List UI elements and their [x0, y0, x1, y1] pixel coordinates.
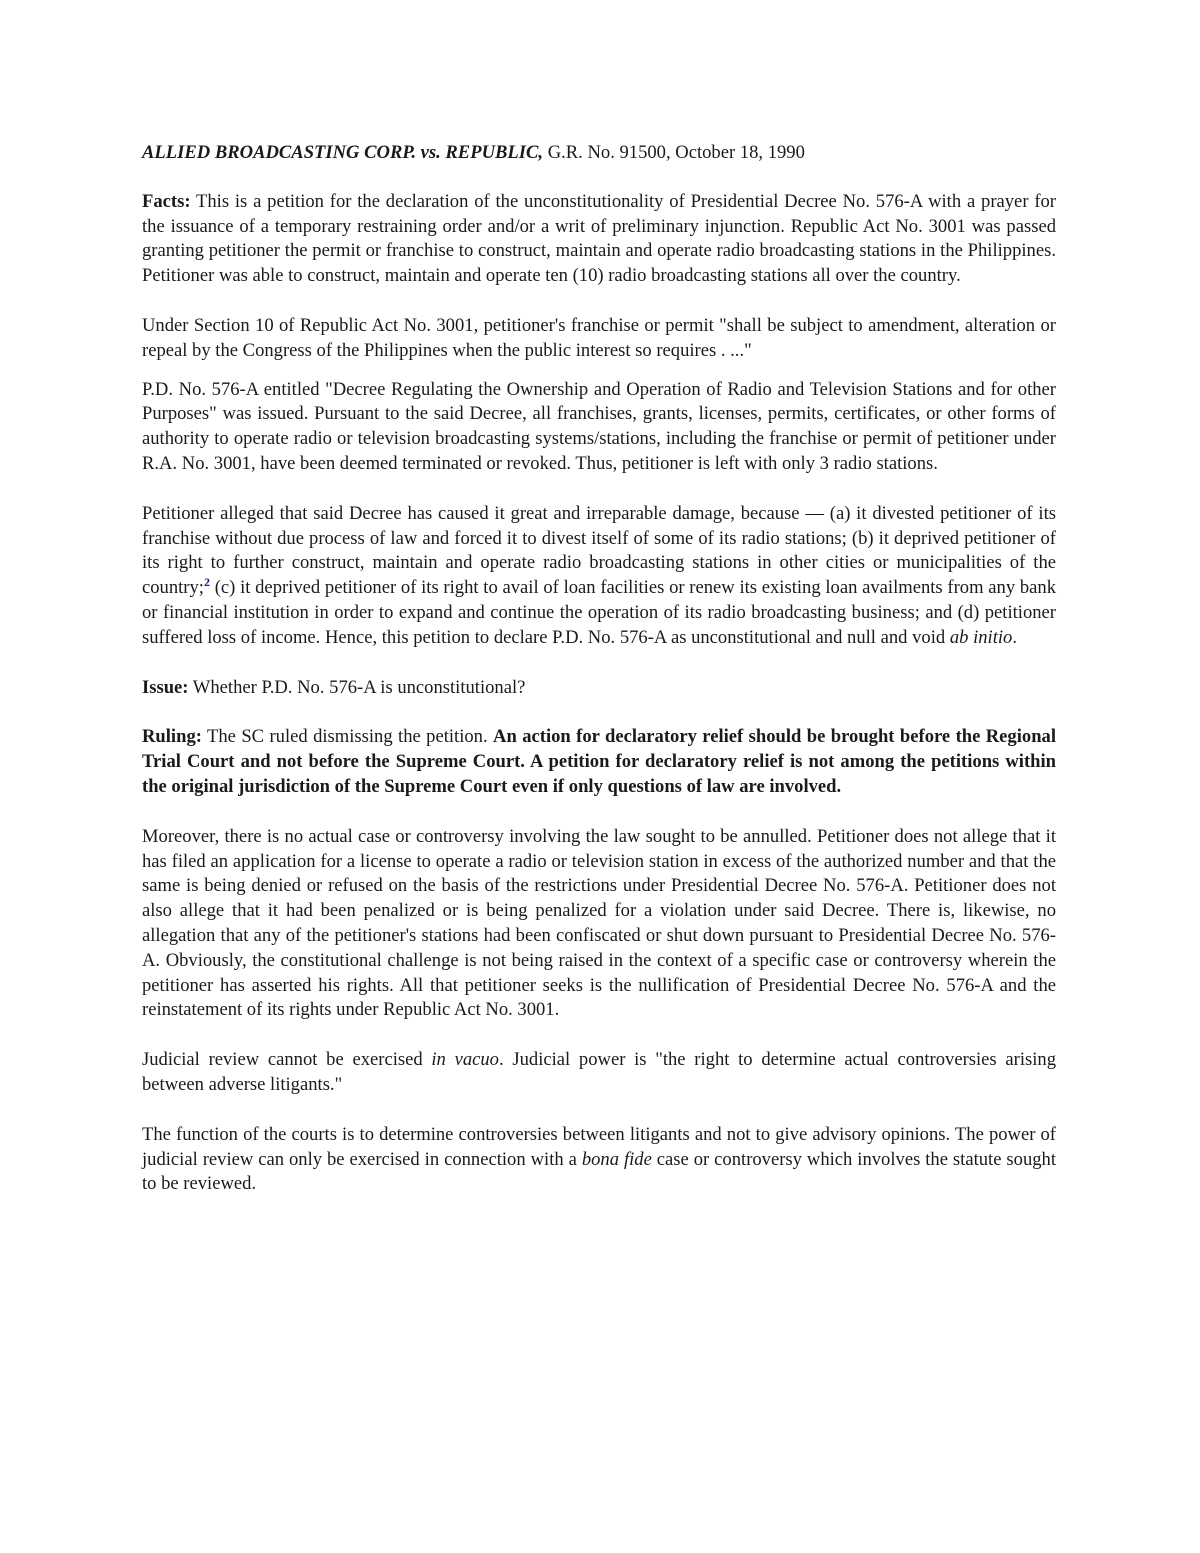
ruling-paragraph-1 [142, 725, 1056, 799]
ruling-text-3b: . Judicial power is "the right to determine actual controversies arising between adverse litigants." [142, 1049, 1056, 1095]
case-name: ALLIED BROADCASTING CORP. vs. REPUBLIC, [142, 142, 544, 163]
footnote-link[interactable]: 2 [203, 574, 210, 589]
ruling-paragraph-4 [142, 1123, 1056, 1197]
facts-paragraph-4 [142, 502, 1056, 651]
facts-paragraph-2: Under Section 10 of Republic Act No. 3001, petitioner's franchise or permit "shall be subject to amendment, alteration or repeal by the Congress of the Philippines when the public interest so requires . ..." [142, 314, 1056, 361]
ruling-text-3-italic: in vacuo [431, 1049, 499, 1071]
issue-paragraph [142, 676, 1056, 701]
facts-text-4a: Petitioner alleged that said Decree has caused it great and irreparable damage, because — (a) it divested petitioner of its franchise without due process of law and forced it to divest itself of some of its radio stations; (b) it deprived petitioner of its right to further construct, maintain and operate radio broadcasting stations in other cities or municipalities of the country; [142, 502, 1056, 599]
facts-text-4-italic: ab initio [949, 626, 1013, 648]
ruling-text-4a: The function of the courts is to determine controversies between litigants and not to give advisory opinions. The power of judicial review can only be exercised in connection with a [142, 1123, 1056, 1170]
ruling-text: The SC ruled dismissing the petition. [201, 726, 494, 748]
ruling-bold-text: An action for declaratory relief should be brought before the Regional Trial Court and not before the Supreme Court. A petition for declaratory relief is not among the petitions within the original jurisdiction of the Supreme Court even if only questions of law are involved. [142, 726, 1056, 797]
issue-text: Whether P.D. No. 576-A is unconstitutional? [188, 676, 526, 698]
facts-paragraph-1 [142, 190, 1056, 289]
case-citation: G.R. No. 91500, October 18, 1990 [543, 142, 805, 163]
ruling-text-4-italic: bona fide [581, 1148, 652, 1170]
facts-text-4b: (c) it deprived petitioner of its right to avail of loan facilities or renew its existing loan availments from any bank or financial institution in order to expand and continue the operation of its radio broadcasting business; and (d) petitioner suffered loss of income. Hence, this petition to declare P.D. No. 576-A as unconstitutional and null and void [142, 577, 1056, 648]
document-body [142, 141, 1056, 1197]
ruling-label: Ruling: [142, 726, 202, 748]
facts-text-4-end: . [1012, 626, 1017, 648]
ruling-text-3a: Judicial review cannot be exercised [142, 1049, 432, 1071]
ruling-paragraph-3 [142, 1048, 1056, 1098]
issue-label: Issue: [142, 676, 189, 698]
case-title [142, 141, 1056, 166]
ruling-paragraph-2: Moreover, there is no actual case or controversy involving the law sought to be annulled. Petitioner does not allege that it has filed an application for a license to operate a radio or television station in excess of the authorized number and that the same is being denied or refused on the basis of the restrictions under Presidential Decree No. 576-A. Petitioner does not also allege that it had been penalized or is being penalized for a violation under said Decree. There is, likewise, no allegation that any of the petitioner's stations had been confiscated or shut down pursuant to Presidential Decree No. 576-A. Obviously, the constitutional challenge is not being raised in the context of a specific case or controversy wherein the petitioner has asserted his rights. All that petitioner seeks is the nullification of Presidential Decree No. 576-A and the reinstatement of its rights under Republic Act No. 3001. [142, 825, 1056, 1021]
facts-paragraph-3: P.D. No. 576-A entitled "Decree Regulating the Ownership and Operation of Radio and Television Stations and for other Purposes" was issued. Pursuant to the said Decree, all franchises, grants, licenses, permits, certificates, or other forms of authority to operate radio or television broadcasting systems/stations, including the franchise or permit of petitioner under R.A. No. 3001, have been deemed terminated or revoked. Thus, petitioner is left with only 3 radio stations. [142, 378, 1056, 474]
facts-label: Facts: [142, 190, 191, 212]
ruling-text-4b: case or controversy which involves the statute sought to be reviewed. [142, 1148, 1056, 1195]
facts-text-1: This is a petition for the declaration of the unconstitutionality of Presidential Decree No. 576-A with a prayer for the issuance of a temporary restraining order and/or a writ of preliminary injunction. Republic Act No. 3001 was passed granting petitioner the permit or franchise to construct, maintain and operate radio broadcasting stations in the Philippines. Petitioner was able to construct, maintain and operate ten (10) radio broadcasting stations all over the country. [142, 190, 1056, 287]
